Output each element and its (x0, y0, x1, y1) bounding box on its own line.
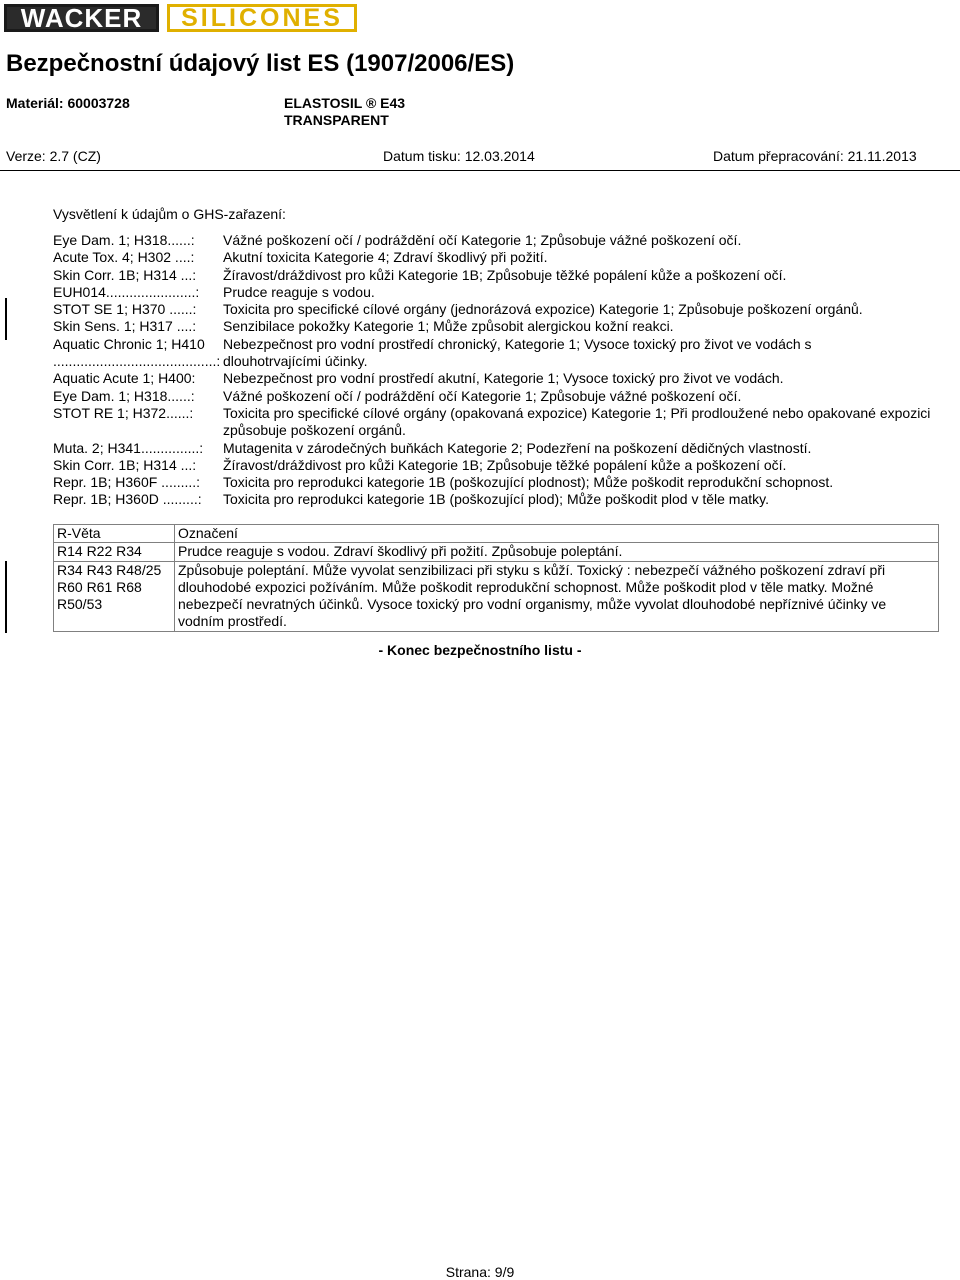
hazard-code: ..........................................: (53, 353, 221, 370)
list-item (53, 491, 943, 508)
column-header: Označení (175, 525, 939, 543)
list-item (53, 249, 943, 266)
list-item (53, 370, 943, 387)
product-name-line1: ELASTOSIL ® E43 (284, 95, 406, 111)
hazard-code: Skin Corr. 1B; H314 ...: (53, 266, 197, 283)
list-item (53, 284, 943, 301)
hazard-text: dlouhotrvajícími účinky. (223, 353, 368, 370)
hazard-code: Aquatic Chronic 1; H410 (53, 335, 205, 352)
table-row (54, 543, 939, 561)
hazard-text: Nebezpečnost pro vodní prostředí akutní, Kategorie 1; Vysoce toxický pro život ve vodách. (223, 370, 784, 387)
r-codes (54, 561, 175, 631)
hazard-code: Eye Dam. 1; H318......: (53, 232, 195, 248)
list-item (53, 318, 943, 335)
hazard-text: Toxicita pro reprodukci kategorie 1B (poškozující plod); Může poškodit plod v těle matky. (223, 491, 769, 508)
revision-date: Datum přepracování: 21.11.2013 (713, 148, 917, 164)
hazard-code: STOT RE 1; H372......: (53, 404, 194, 421)
hazard-code: Repr. 1B; H360D .........: (53, 491, 202, 508)
hazard-text: Toxicita pro specifické cílové orgány (opakovaná expozice) Kategorie 1; Při prodloužené nebo opakované expozici způsobuje poškození orgánů. (223, 404, 931, 439)
hazard-code: Skin Corr. 1B; H314 ...: (53, 456, 197, 473)
list-item (53, 301, 943, 318)
ghs-definitions (53, 232, 943, 509)
hazard-text: Prudce reaguje s vodou. (223, 283, 375, 300)
hazard-code: STOT SE 1; H370 ......: (53, 301, 197, 318)
version: Verze: 2.7 (CZ) (6, 148, 101, 164)
hazard-text: Žíravost/dráždivost pro kůži Kategorie 1B; Způsobuje těžké popálení kůže a poškození očí. (223, 266, 787, 283)
hazard-text: Senzibilace pokožky Kategorie 1; Může způsobit alergickou kožní reakci. (223, 318, 674, 335)
hazard-text: Toxicita pro specifické cílové orgány (jednorázová expozice) Kategorie 1; Způsobuje poškození orgánů. (223, 301, 863, 318)
hazard-code: Aquatic Acute 1; H400: (53, 370, 196, 387)
list-item (53, 267, 943, 284)
wacker-logo: WACKER (4, 4, 159, 32)
silicones-logo: SILICONES (167, 4, 357, 32)
r-description: Způsobuje poleptání. Může vyvolat senzibilizaci při styku s kůží. Toxický : nebezpečí vážného poškození zdraví při dlouhodobé expozici požíváním. Může poškodit reprodukční schopnost. Může poškodit plod v těle matky. Možné nebezpečí nevratných účinků. Vysoce toxický pro vodní organismy, může vyvolat dlouhodobé nepříznivé účinky ve vodním prostředí. (175, 561, 939, 631)
logo (4, 4, 357, 32)
list-item (53, 405, 943, 440)
hazard-text: Toxicita pro reprodukci kategorie 1B (poškozující plodnost); Může poškodit reprodukční schopnost. (223, 474, 834, 491)
hazard-code: Repr. 1B; H360F .........: (53, 474, 201, 491)
print-date: Datum tisku: 12.03.2014 (383, 148, 535, 164)
end-of-sheet: - Konec bezpečnostního listu - (378, 642, 582, 658)
product-name-line2: TRANSPARENT (284, 112, 389, 128)
list-item (53, 232, 943, 249)
list-item (53, 336, 943, 353)
list-item (53, 440, 943, 457)
change-marker (5, 561, 7, 633)
material-number: Materiál: 60003728 (6, 95, 130, 111)
change-marker (5, 298, 7, 340)
hazard-code: Skin Sens. 1; H317 ....: (53, 318, 197, 335)
list-item (53, 388, 943, 405)
page-title: Bezpečnostní údajový list ES (1907/2006/ES) (6, 50, 515, 77)
table-row (54, 561, 939, 631)
r-code-line: R34 R43 R48/25 (57, 561, 162, 578)
hazard-code: Muta. 2; H341...............: (53, 439, 204, 456)
r-code-line: R50/53 (57, 596, 103, 613)
hazard-text: Nebezpečnost pro vodní prostředí chronický, Kategorie 1; Vysoce toxický pro život ve vodách s (223, 335, 812, 352)
r-code-line: R60 R61 R68 (57, 578, 142, 595)
list-item (53, 474, 943, 491)
list-item (53, 457, 943, 474)
hazard-text: Žíravost/dráždivost pro kůži Kategorie 1B; Způsobuje těžké popálení kůže a poškození očí. (223, 456, 787, 473)
r-phrase-table (53, 524, 939, 632)
page-number: Strana: 9/9 (445, 1264, 515, 1280)
column-header: R-Věta (54, 525, 175, 543)
r-codes: R14 R22 R34 (54, 543, 175, 561)
hazard-text: Vážné poškození očí / podráždění očí Kategorie 1; Způsobuje vážné poškození očí. (223, 232, 742, 248)
hazard-code: Acute Tox. 4; H302 ....: (53, 249, 195, 266)
explanation-heading: Vysvětlení k údajům o GHS-zařazení: (53, 206, 286, 222)
hazard-text: Vážné poškození očí / podráždění očí Kategorie 1; Způsobuje vážné poškození očí. (223, 387, 742, 404)
header-divider (0, 170, 960, 171)
hazard-code: Eye Dam. 1; H318......: (53, 387, 195, 404)
hazard-text: Akutní toxicita Kategorie 4; Zdraví škodlivý při požití. (223, 249, 548, 266)
hazard-text: Mutagenita v zárodečných buňkách Kategorie 2; Podezření na poškození dědičných vlastností. (223, 439, 812, 456)
hazard-code: EUH014.......................: (53, 283, 200, 300)
r-description: Prudce reaguje s vodou. Zdraví škodlivý při požití. Způsobuje poleptání. (175, 543, 939, 561)
table-header-row (54, 525, 939, 543)
list-item (53, 353, 943, 370)
